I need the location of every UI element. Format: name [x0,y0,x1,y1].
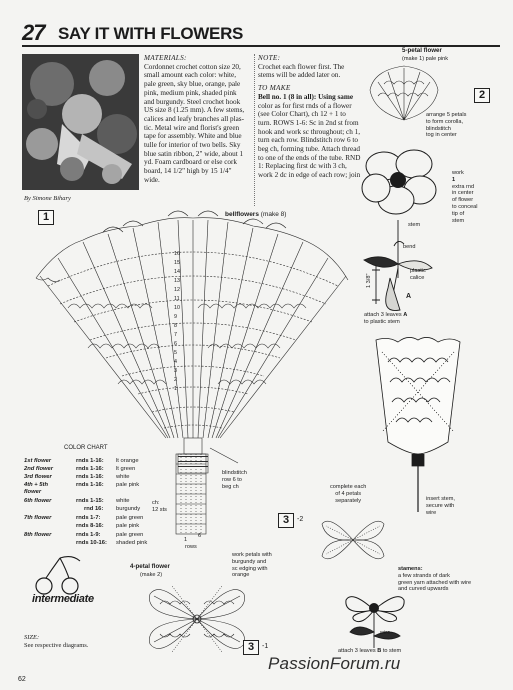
note-line: Crochet each flower first. The [258,62,345,71]
complete-line: separately [335,497,362,504]
color-chart [24,445,160,555]
materials-line: tic. Metal wire and florist's green [144,123,240,132]
cc-flower: 2nd flower [24,466,53,472]
materials-line: small amount each color: white, [144,71,237,80]
diagram-2-box: 2 [474,88,490,103]
bell-line: beg ch, forming tube. Attach thread [258,145,360,154]
author-byline: By Simone Bihary [24,195,71,202]
attach-b-line: to stem [382,648,402,654]
cc-rounds: rnds 1-7: [76,515,101,521]
arrange-label [426,112,466,139]
work-petals-line: orange [232,572,250,579]
four-petal-chart [320,510,386,570]
diagram-3-2-suffix: -2 [297,516,304,523]
pattern-number: 27 [22,20,45,45]
chain-label-line: ch: [152,500,160,506]
cc-flower: 7th flower [24,515,52,521]
watermark: PassionForum.ru [268,654,401,673]
work-extra-rnd-label [452,170,478,224]
arrange-line: tog in center [426,132,457,139]
work-line: to conceal [452,203,478,210]
four-petal-make: (make 2) [140,572,163,578]
bend-label: bend [403,244,416,250]
materials-line: pink, medium pink, shaded pink [144,88,237,97]
blindstitch-line: beg ch [222,483,239,490]
insert-line: wire [426,509,437,516]
cc-flower: 3rd flower [24,474,52,480]
cc-color: white [116,474,130,480]
column-divider [254,54,255,206]
cherries-icon [30,555,90,595]
insert-line: insert stem, [426,496,455,502]
stamens-line: and curved upwards [398,586,449,593]
four-petal-title: 4-petal flower [130,563,170,570]
measure-label: 1 3/8" [366,273,372,288]
materials-line: blue satin ribbon, 2" wide, about 1 [144,149,244,158]
work-line: tip of [452,210,465,217]
cc-color: pale pink [116,523,140,529]
five-petal-title: 5-petal flower [402,47,442,54]
calice-line: calice [410,274,425,281]
bell-line: hook and work sc throughout; ch 1, [258,127,361,136]
round-number: 16 [174,251,180,257]
bell-line: Bell no. 1 (8 in all): Using same [258,92,354,101]
materials-heading: MATERIALS: [144,54,187,62]
complete-line: of 4 petals [335,490,362,497]
four-petal-crochet-chart [142,576,252,662]
five-petal-make: (make 1) pale pink [402,56,449,62]
cc-color: lt green [116,466,136,472]
materials-line: calices and leafy branches all plas- [144,114,244,123]
leaf-a-label: A [406,293,412,300]
attach-leaves-a-label [364,312,407,326]
note-heading: NOTE: [258,54,281,62]
materials-line: wide. [144,175,160,184]
materials-line: Cordonnet crochet cotton size 20, [144,62,241,71]
round-number: 15 [174,260,180,266]
cc-color: white [116,498,130,504]
bell-line: work 2 dc in edge of each row; join [258,171,361,180]
round-number: 11 [174,296,180,302]
stamens-line: a few strands of dark [398,572,450,579]
materials-line: US size 8 (1.25 mm). A few stems, [144,106,245,115]
note-line: stems will be added later on. [258,71,341,80]
bellflowers-title: bellflowers [225,211,259,218]
round-number: 9 [174,314,177,320]
stem-assembly [360,218,440,318]
round-number: 14 [174,269,180,275]
round-number: 13 [174,278,180,284]
work-line: of flower [452,197,474,204]
diagram-3-1-box: 3 [243,640,259,655]
round-number: 1 [174,386,177,392]
bell-line: (see Color Chart), ch 12 + 1 to [258,110,346,119]
page-header [22,20,500,46]
materials-line: tulle for interior of two bells. Sky [144,141,241,150]
skill-level-badge: intermediate [32,593,94,605]
arrange-line: arrange 5 petals [426,112,467,118]
cc-flower: 4th + 5th flower [24,482,48,495]
materials-line: board, 14 1/2" high by 15 1/4" [144,167,232,176]
four-petal-flower-assembled [340,586,410,650]
round-numbers [174,250,180,394]
work-line: in center [452,190,474,197]
chain-label-line: 12 sts [152,506,167,513]
round-number: 7 [174,332,177,338]
blindstitch-label [222,470,247,490]
cc-color: burgundy [116,506,141,512]
materials-line: pale green, sky blue, orange, pale [144,80,241,89]
cc-rounds: rnd 16: [84,506,104,512]
cc-rounds: rnds 1-15: [76,498,104,504]
bell-line: turn. ROWS 1-6: Sc in 2nd st from [258,118,359,127]
tube-diagram [172,450,212,540]
work-petals-line: burgundy and [232,558,267,565]
row-number-top: 6 [198,533,202,539]
folio-number: 62 [18,676,26,683]
work-line: work [452,170,464,176]
row-number-bottom: 1 [184,537,188,543]
attach-b-line: B [377,648,382,654]
instructions-column [258,54,372,180]
round-number: 2 [174,377,177,383]
cc-rounds: rnds 1-9: [76,532,101,538]
calice-line: plastic [410,268,426,274]
work-line: stem [452,217,465,224]
arrange-line: to form corolla, [426,118,463,125]
cc-rounds: rnds 1-16: [76,482,104,488]
diagram-3-2-box: 3 [278,513,294,528]
to-make-heading: TO MAKE [258,84,291,93]
complete-line: complete each [330,484,367,490]
flower-photo [22,54,139,190]
complete-petals-label [330,484,366,504]
size-text: See respective diagrams. [24,642,89,649]
size-section [24,634,124,650]
cc-rounds: rnds 8-16: [76,523,104,529]
assembled-bellflower [368,332,468,512]
attach-b-line: attach 3 leaves [338,648,376,654]
cc-color: pale green [116,515,144,521]
stamens-line: stamens: [398,566,423,572]
size-heading: SIZE: [24,634,40,641]
stamens-line: green yarn attached with wire [398,579,472,586]
round-number: 4 [174,359,177,365]
cc-flower: 8th flower [24,532,52,538]
work-petals-line: sc edging with [232,565,268,572]
round-number: 6 [174,341,177,347]
materials-line: yd. Foam cardboard or else cork [144,158,238,167]
wire-label: wire [380,630,391,636]
color-chart-title: COLOR CHART [64,445,108,451]
round-number: 5 [174,350,177,356]
blindstitch-line: row 6 to [222,476,242,483]
work-petals-line: work petals with [232,552,272,558]
blindstitch-line: blindstitch [222,470,247,476]
work-line: extra rnd [452,183,475,190]
bell-line: color as for first rnds of a flower [258,101,352,110]
work-line: 1 [452,176,456,183]
calice-label [410,268,426,282]
cc-rounds: rnds 1-16: [76,458,104,464]
stem-label: stem [408,222,421,228]
cc-rounds: rnds 1-16: [76,474,104,480]
round-number: 3 [174,368,177,374]
cc-flower: 6th flower [24,498,52,504]
diagram-1-box: 1 [38,210,54,225]
five-petal-rose [360,140,440,220]
materials-line: and burgundy. Steel crochet hook [144,97,241,106]
round-number: 10 [174,305,180,311]
bell-line: to one of the ends of the tube. RND [258,153,361,162]
insert-stem-label [426,496,455,516]
bellflowers-make: (make 8) [260,211,287,218]
round-number: 12 [174,287,180,293]
materials-column [144,54,252,185]
rows-label: rows [185,544,197,550]
materials-line: tape for assembly. White and blue [144,132,242,141]
bell-line: turn each row. Blindstitch row 6 to [258,136,358,145]
diagram-3-1-suffix: -1 [262,643,269,650]
round-number: 8 [174,323,177,329]
bell-line: 1: Replacing first dc with 3 ch, [258,162,347,171]
attach-line: to plastic stem [364,318,400,325]
insert-line: secure with [426,502,455,509]
cc-color: pale pink [116,482,140,488]
cc-color: lt orange [116,458,139,464]
cc-rounds: rnds 10-16: [76,540,107,546]
cc-color: shaded pink [116,540,148,546]
attach-line: attach 3 leaves [364,312,402,318]
cc-flower: 1st flower [24,458,52,464]
attach-line: A [403,312,408,318]
cc-color: pale green [116,532,144,538]
photo-illustration [22,54,139,190]
cc-rounds: rnds 1-16: [76,466,104,472]
page-title: SAY IT WITH FLOWERS [58,24,244,43]
arrange-line: blindstitch [426,125,451,132]
